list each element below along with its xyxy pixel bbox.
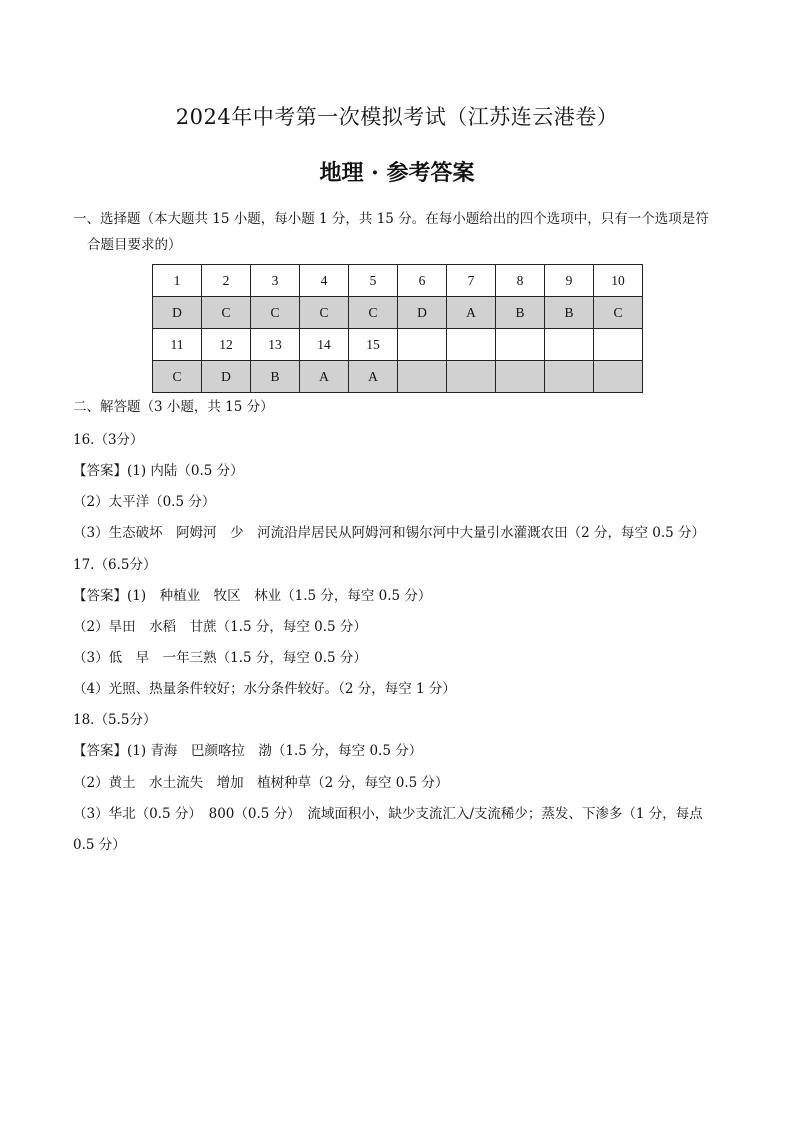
answer-cell: C (202, 297, 251, 329)
answer-cell (447, 361, 496, 393)
question-number-cell: 10 (594, 265, 643, 297)
question-number-cell: 13 (251, 329, 300, 361)
answer-cell: B (251, 361, 300, 393)
answer-table (152, 264, 643, 393)
answer-cell: C (300, 297, 349, 329)
answer-cell (545, 361, 594, 393)
question-18-answer-3-cont: 0.5 分） (73, 837, 126, 853)
document-subtitle: 地理 · 参考答案 (319, 160, 475, 186)
question-number-cell (545, 329, 594, 361)
answer-row (153, 297, 643, 329)
question-18-number: 18.（5.5分） (73, 712, 157, 728)
question-number-cell: 5 (349, 265, 398, 297)
answer-cell: C (349, 297, 398, 329)
question-number-cell: 11 (153, 329, 202, 361)
answer-cell (496, 361, 545, 393)
question-17-answer-4: （4）光照、热量条件较好；水分条件较好。（2 分，每空 1 分） (73, 681, 456, 697)
question-number-cell: 1 (153, 265, 202, 297)
question-number-cell (398, 329, 447, 361)
answer-cell: D (153, 297, 202, 329)
question-16-answer-1: 【答案】(1) 内陆（0.5 分） (73, 463, 244, 479)
answer-cell: C (153, 361, 202, 393)
answer-cell (398, 361, 447, 393)
answer-cell (594, 361, 643, 393)
answer-cell: A (349, 361, 398, 393)
question-number-cell: 15 (349, 329, 398, 361)
answer-cell: B (496, 297, 545, 329)
question-18-answer-3: （3）华北（0.5 分） 800（0.5 分） 流域面积小，缺少支流汇入/支流稀少；蒸发、下渗多（1 分，每点 (73, 806, 703, 822)
section1-heading: 一、选择题（本大题共 15 小题，每小题 1 分，共 15 分。在每小题给出的四个选项中，只有一个选项是符 (73, 211, 709, 227)
question-16-answer-2: （2）太平洋（0.5 分） (73, 494, 216, 510)
question-number-row (153, 329, 643, 361)
question-18-answer-1: 【答案】(1) 青海 巴颜喀拉 渤（1.5 分，每空 0.5 分） (73, 743, 423, 759)
question-18-answer-2: （2）黄土 水土流失 增加 植树种草（2 分，每空 0.5 分） (73, 775, 449, 791)
answer-cell: D (398, 297, 447, 329)
answer-cell: A (447, 297, 496, 329)
answer-row (153, 361, 643, 393)
question-number-cell (447, 329, 496, 361)
answer-cell: A (300, 361, 349, 393)
question-number-cell (594, 329, 643, 361)
question-17-answer-2: （2）旱田 水稻 甘蔗（1.5 分，每空 0.5 分） (73, 619, 367, 635)
question-number-cell: 9 (545, 265, 594, 297)
question-number-cell (496, 329, 545, 361)
question-number-cell: 3 (251, 265, 300, 297)
question-number-cell: 12 (202, 329, 251, 361)
question-number-cell: 8 (496, 265, 545, 297)
question-16-answer-3: （3）生态破坏 阿姆河 少 河流沿岸居民从阿姆河和锡尔河中大量引水灌溉农田（2 分，每空 0.5 分） (73, 525, 706, 541)
question-number-cell: 2 (202, 265, 251, 297)
question-17-answer-1: 【答案】(1) 种植业 牧区 林业（1.5 分，每空 0.5 分） (73, 588, 432, 604)
section2-heading: 二、解答题（3 小题，共 15 分） (73, 399, 274, 415)
answer-cell: D (202, 361, 251, 393)
section1-heading-cont: 合题目要求的） (87, 237, 182, 253)
answer-cell: C (251, 297, 300, 329)
question-17-number: 17.（6.5分） (73, 557, 157, 573)
question-17-answer-3: （3）低 早 一年三熟（1.5 分，每空 0.5 分） (73, 650, 367, 666)
question-number-row (153, 265, 643, 297)
question-16-number: 16.（3分） (73, 432, 144, 448)
question-number-cell: 7 (447, 265, 496, 297)
question-number-cell: 6 (398, 265, 447, 297)
answer-cell: B (545, 297, 594, 329)
answer-cell: C (594, 297, 643, 329)
question-number-cell: 14 (300, 329, 349, 361)
question-number-cell: 4 (300, 265, 349, 297)
document-title: 2024年中考第一次模拟考试（江苏连云港卷） (175, 105, 619, 129)
